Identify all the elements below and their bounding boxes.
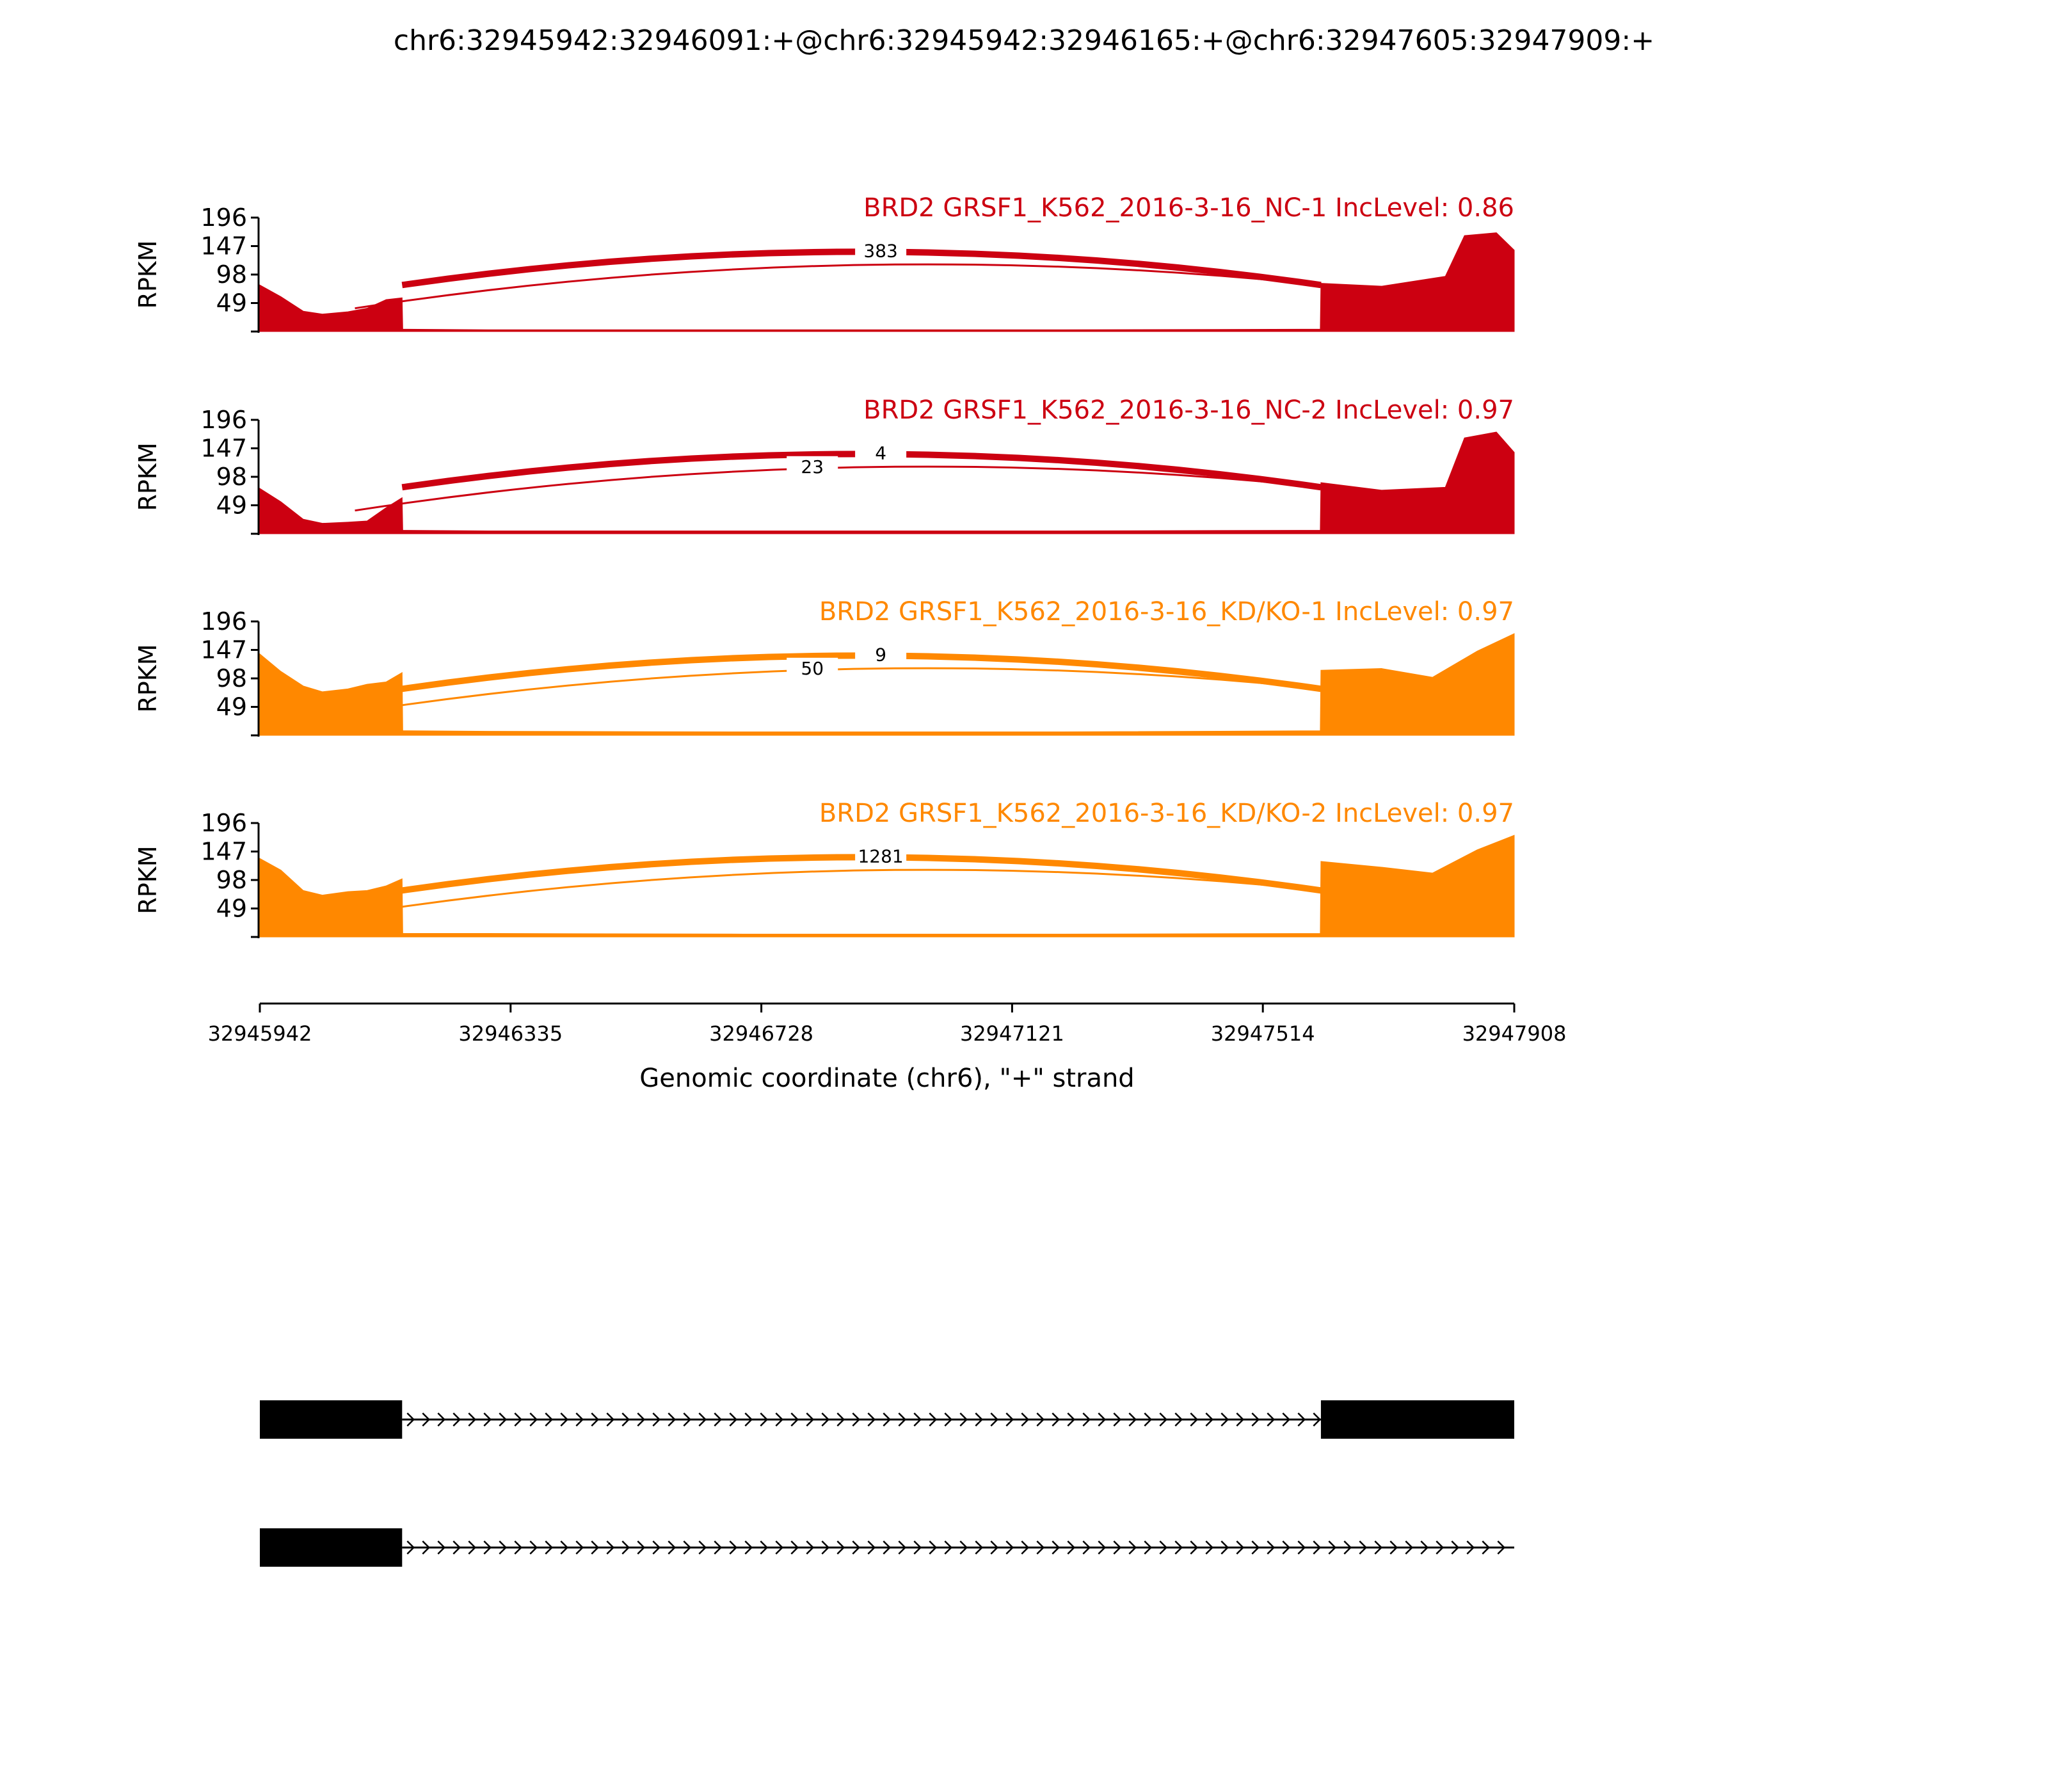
junction-count-label: 50 — [801, 657, 824, 679]
y-tick-label: 49 — [216, 692, 247, 721]
sample-label: BRD2 GRSF1_K562_2016-3-16_KD/KO-1 IncLevel: 0.97 — [819, 597, 1514, 627]
junction-count-label: 23 — [801, 456, 824, 477]
y-tick-label: 49 — [216, 289, 247, 317]
y-tick-label: 147 — [200, 232, 247, 260]
y-tick-label: 147 — [200, 636, 247, 664]
y-tick-label: 98 — [216, 260, 247, 289]
transcript-models — [260, 1400, 1514, 1567]
sample-label: BRD2 GRSF1_K562_2016-3-16_NC-1 IncLevel: 0.86 — [863, 193, 1514, 223]
x-tick-label: 32947514 — [1210, 1021, 1315, 1046]
y-tick-label: 49 — [216, 491, 247, 520]
y-tick-label: 98 — [216, 463, 247, 491]
y-tick-label: 98 — [216, 866, 247, 894]
coverage-panels — [134, 193, 1514, 938]
y-axis-label: RPKM — [134, 442, 162, 511]
y-tick-label: 196 — [200, 204, 247, 232]
y-axis-label: RPKM — [134, 644, 162, 713]
y-tick-label: 196 — [200, 809, 247, 837]
y-axis-label: RPKM — [134, 240, 162, 309]
junction-count-label: 9 — [875, 644, 887, 666]
sample-panel — [134, 597, 1514, 737]
sample-label: BRD2 GRSF1_K562_2016-3-16_NC-2 IncLevel: 0.97 — [863, 396, 1514, 425]
junction-count-label: 4 — [875, 442, 887, 464]
y-tick-label: 147 — [200, 434, 247, 463]
exon-block — [1321, 1400, 1514, 1439]
y-axis-label: RPKM — [134, 845, 162, 915]
sample-panel — [134, 799, 1514, 938]
x-tick-label: 32946335 — [458, 1021, 563, 1046]
genomic-x-axis — [208, 1004, 1567, 1093]
transcript — [260, 1400, 1514, 1439]
transcript — [260, 1528, 1514, 1567]
junction-count-label: 383 — [863, 240, 898, 262]
y-tick-label: 49 — [216, 894, 247, 923]
x-tick-label: 32947121 — [959, 1021, 1064, 1046]
y-tick-label: 196 — [200, 607, 247, 636]
x-axis-label: Genomic coordinate (chr6), "+" strand — [639, 1064, 1135, 1093]
x-tick-label: 32946728 — [709, 1021, 814, 1046]
sample-label: BRD2 GRSF1_K562_2016-3-16_KD/KO-2 IncLevel: 0.97 — [819, 799, 1514, 828]
sample-panel — [134, 396, 1514, 535]
y-tick-label: 196 — [200, 406, 247, 434]
x-tick-label: 32945942 — [207, 1021, 312, 1046]
y-tick-label: 147 — [200, 837, 247, 866]
exon-block — [260, 1528, 402, 1567]
x-tick-label: 32947908 — [1462, 1021, 1567, 1046]
figure-title: chr6:32945942:32946091:+@chr6:32945942:32946165:+@chr6:32947605:32947909:+ — [393, 24, 1655, 57]
exon-block — [260, 1400, 402, 1439]
sample-panel — [134, 193, 1514, 333]
y-tick-label: 98 — [216, 664, 247, 692]
junction-count-label: 1281 — [858, 845, 904, 867]
